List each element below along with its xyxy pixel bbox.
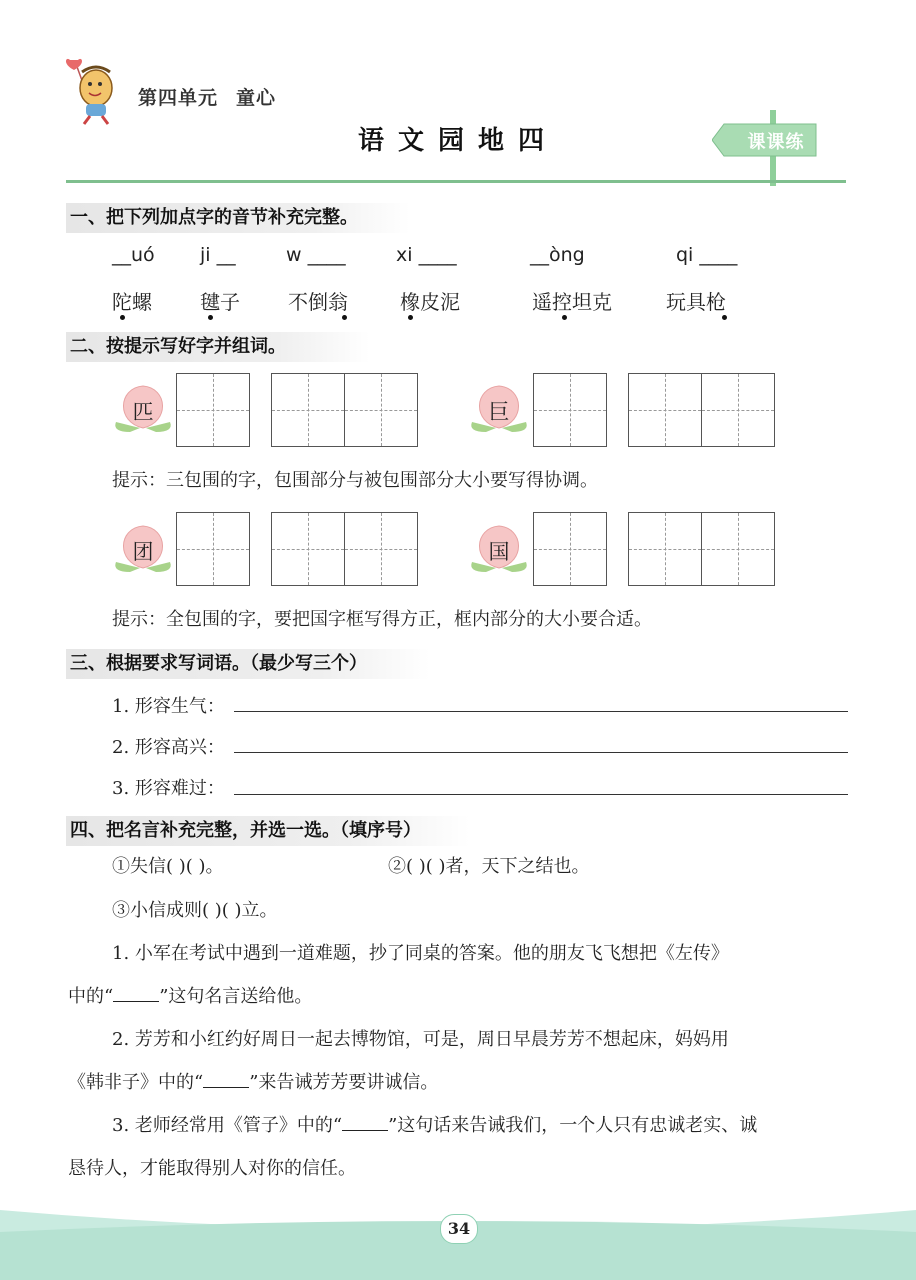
pinyin-2: ji __ xyxy=(200,244,236,266)
writing-grid[interactable] xyxy=(533,373,607,447)
question-3-line1 xyxy=(112,1104,757,1147)
proverb-3: ③小信成则( )( )立。 xyxy=(112,900,278,921)
emphasis-dot xyxy=(408,315,413,320)
quote-open: 中的“ xyxy=(68,986,114,1007)
fill-blank[interactable] xyxy=(203,1067,249,1088)
pinyin-1: __uó xyxy=(112,244,155,266)
emphasis-dot xyxy=(208,315,213,320)
question-1-line1: 1. 小军在考试中遇到一道难题，抄了同桌的答案。他的朋友飞飞想把《左传》 xyxy=(112,943,729,964)
word-grid[interactable] xyxy=(628,373,775,447)
word-1: 陀螺 xyxy=(112,290,152,314)
pinyin-6: qi ____ xyxy=(676,244,738,266)
quote-close: ”来告诫芳芳要讲诚信。 xyxy=(249,1072,439,1093)
target-character: 巨 xyxy=(488,400,510,424)
quote-close: ”这句话来告诫我们，一个人只有忠诚老实、诚 xyxy=(388,1115,758,1136)
word-grid[interactable] xyxy=(271,373,418,447)
unit-label: 第四单元 xyxy=(138,87,219,109)
word-prompt: 2. 形容高兴： xyxy=(112,737,225,758)
answer-line[interactable] xyxy=(234,752,848,753)
fill-blank[interactable] xyxy=(113,981,159,1002)
writing-grid[interactable] xyxy=(176,373,250,447)
answer-line[interactable] xyxy=(234,711,848,712)
answer-line[interactable] xyxy=(234,794,848,795)
mascot-illustration xyxy=(62,56,132,126)
quote-open: 《韩非子》中的“ xyxy=(68,1072,204,1093)
target-character: 团 xyxy=(132,540,154,564)
word-prompt: 3. 形容难过： xyxy=(112,778,225,799)
question-2-line1: 2. 芳芳和小红约好周日一起去博物馆，可是，周日早晨芳芳不想起床，妈妈用 xyxy=(112,1029,729,1050)
target-character: 国 xyxy=(488,540,510,564)
question-1-line2 xyxy=(68,975,312,1018)
pinyin-4: xi ____ xyxy=(396,244,457,266)
writing-grid[interactable] xyxy=(176,512,250,586)
page-title: 语文园地四 xyxy=(357,126,558,156)
page-number: 34 xyxy=(440,1214,478,1244)
word-5: 遥控坦克 xyxy=(532,290,612,314)
word-grid[interactable] xyxy=(628,512,775,586)
section4-heading: 四、把名言补充完整，并选一选。（填序号） xyxy=(66,816,470,846)
proverb-1: ①失信( )( )。 xyxy=(112,856,224,877)
emphasis-dot xyxy=(120,315,125,320)
target-character: 匹 xyxy=(132,400,154,424)
section3-heading: 三、根据要求写词语。（最少写三个） xyxy=(66,649,430,679)
unit-title xyxy=(138,83,294,110)
emphasis-dot xyxy=(722,315,727,320)
word-4: 橡皮泥 xyxy=(400,290,460,314)
pinyin-3: w ____ xyxy=(286,244,346,266)
writing-grid[interactable] xyxy=(533,512,607,586)
pinyin-5: __òng xyxy=(530,244,585,266)
quote-open: 3. 老师经常用《管子》中的“ xyxy=(112,1115,343,1136)
word-prompt: 1. 形容生气： xyxy=(112,696,225,717)
hint-text: 提示：全包围的字，要把国字框写得方正，框内部分的大小要合适。 xyxy=(112,609,652,630)
emphasis-dot xyxy=(342,315,347,320)
word-3: 不倒翁 xyxy=(288,290,348,314)
header-divider xyxy=(66,180,846,183)
word-2: 毽子 xyxy=(200,290,240,314)
word-6: 玩具枪 xyxy=(666,290,726,314)
quote-close: ”这句名言送给他。 xyxy=(159,986,313,1007)
emphasis-dot xyxy=(562,315,567,320)
word-grid[interactable] xyxy=(271,512,418,586)
question-3-line2: 恳待人，才能取得别人对你的信任。 xyxy=(68,1158,356,1179)
proverb-2: ②( )( )者，天下之结也。 xyxy=(388,856,590,877)
hint-text: 提示：三包围的字，包围部分与被包围部分大小要写得协调。 xyxy=(112,470,598,491)
question-2-line2 xyxy=(68,1061,438,1104)
unit-theme: 童心 xyxy=(236,87,277,109)
fill-blank[interactable] xyxy=(342,1110,388,1131)
section2-heading: 二、按提示写好字并组词。 xyxy=(66,332,370,362)
section1-heading: 一、把下列加点字的音节补充完整。 xyxy=(66,203,410,233)
badge-label: 课课练 xyxy=(747,132,805,153)
